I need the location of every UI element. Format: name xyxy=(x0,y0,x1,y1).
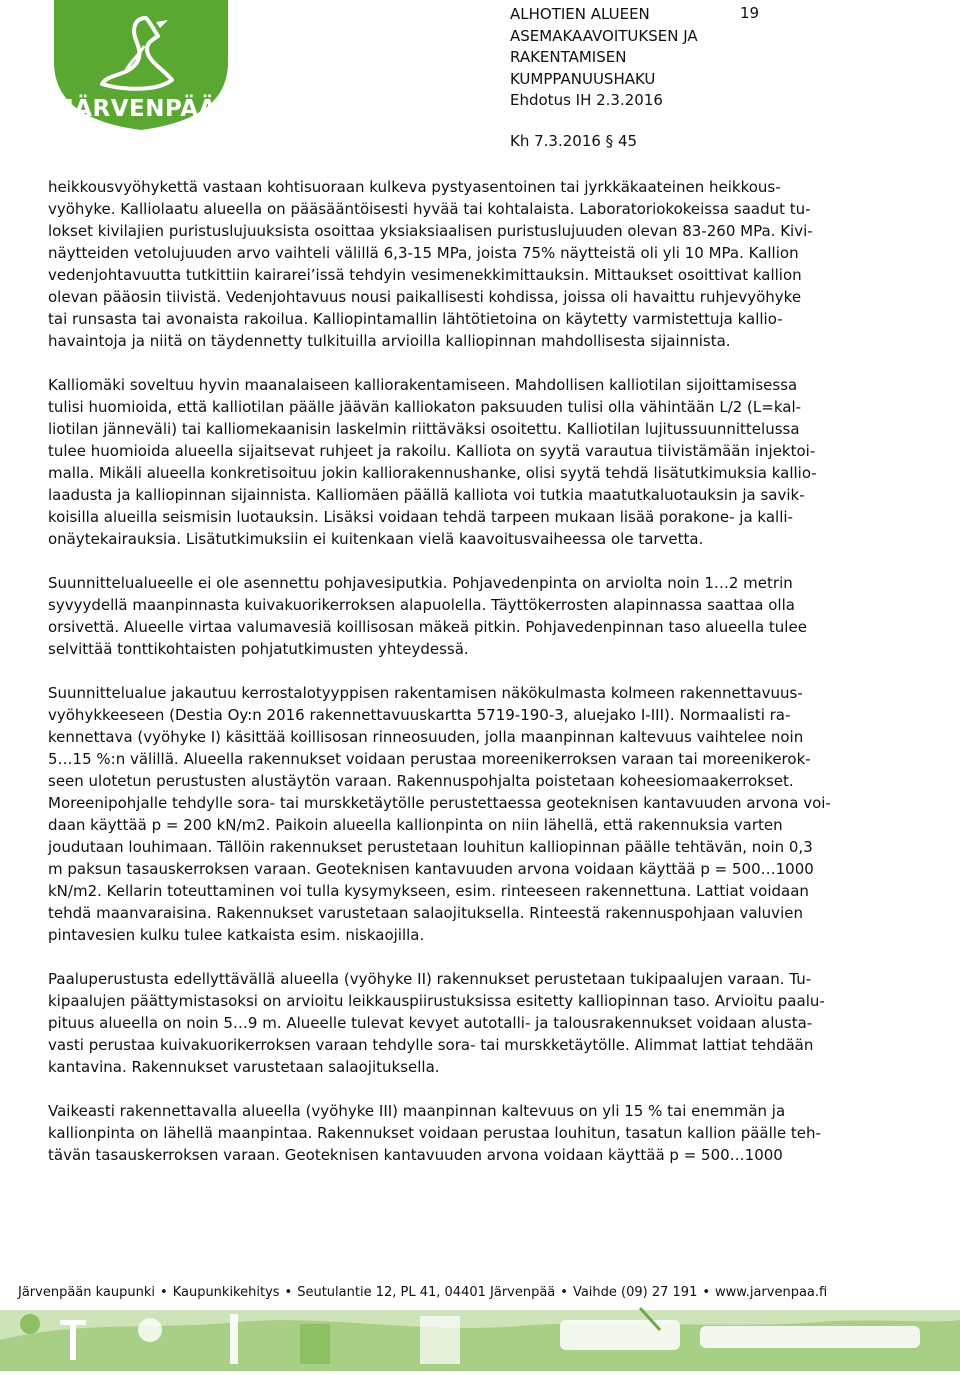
text-line: koisilla alueilla seismisin luotauksin. Lisäksi voidaan tehdä tarpeen mukaan lisää porakone- ja kalli- xyxy=(48,508,793,526)
text-line: 5…15 %:n välillä. Alueella rakennukset voidaan perustaa moreenikerroksen varaan tai moreenikerok- xyxy=(48,750,811,768)
footer-decoration xyxy=(0,1300,960,1371)
header-line: Ehdotus IH 2.3.2016 xyxy=(510,91,663,110)
text-line: kantavina. Rakennukset varustetaan salaojituksella. xyxy=(48,1058,440,1076)
text-line: daan käyttää p = 200 kN/m2. Paikoin alueella kallionpinta on niin lähellä, että rakennuksia varten xyxy=(48,816,783,834)
text-line: tai runsasta tai avonaista rakoilua. Kalliopintamallin lähtötietoina on käytetty varmistettuja kallio- xyxy=(48,310,783,328)
text-line: seen ulotetun perustusten alustäytön varaan. Rakennuspohjalta poistetaan koheesiomaakerrokset. xyxy=(48,772,794,790)
website-link[interactable]: www.jarvenpaa.fi xyxy=(715,1285,828,1300)
paragraph xyxy=(48,572,918,660)
document-header xyxy=(510,4,770,112)
logo-wordmark: JÄRVENPÄÄ xyxy=(65,96,217,122)
footer-item: Kaupunkikehitys xyxy=(172,1285,280,1300)
text-line: kallionpinta on lähellä maanpintaa. Rakennukset voidaan perustaa louhitun, tasatun kallion päälle teh- xyxy=(48,1124,821,1142)
text-line: liotilan jänneväli) tai kalliomekaanisin laskelmin riittäväksi osoitettu. Kalliotilan lujitussuunnittelussa xyxy=(48,420,800,438)
page-number: 19 xyxy=(740,4,760,22)
text-line: Vaikeasti rakennettavalla alueella (vyöhyke III) maanpinnan kaltevuus on yli 15 % tai enemmän ja xyxy=(48,1102,786,1120)
jarvenpaa-logo xyxy=(36,0,246,130)
footer-item: Vaihde (09) 27 191 xyxy=(572,1285,698,1300)
paragraph xyxy=(48,374,918,550)
text-line: kipaalujen päättymistasoksi on arvioitu leikkauspiirustuksissa esitetty kalliopinnan taso. Arvioitu paalu- xyxy=(48,992,825,1010)
text-line: tehdä maanvaraisina. Rakennukset varustetaan salaojituksella. Rinteestä rakennuspohjaan valuvien xyxy=(48,904,803,922)
text-line: Suunnittelualueelle ei ole asennettu pohjavesiputkia. Pohjavedenpinta on arviolta noin 1…2 metrin xyxy=(48,574,793,592)
document-body xyxy=(48,176,918,1188)
footer-separator: • xyxy=(560,1285,568,1300)
footer-contact-line xyxy=(18,1285,827,1300)
text-line: m paksun tasauskerroksen varaan. Geoteknisen kantavuuden arvona voidaan käyttää p = 500…1000 xyxy=(48,860,814,878)
text-line: selvittää tonttikohtaisten pohjatutkimusten yhteydessä. xyxy=(48,640,469,658)
text-line: laadusta ja kalliopinnan sijainnista. Kalliomäen päällä kalliota voi tutkia maatutkaluotauksin ja savik- xyxy=(48,486,805,504)
header-line: KUMPPANUUSHAKU xyxy=(510,69,656,88)
header-line: ASEMAKAAVOITUKSEN JA xyxy=(510,26,698,45)
text-line: orsivettä. Alueelle virtaa valumavesiä koillisosan mäkeä pitkin. Pohjavedenpinnan taso alueella tulee xyxy=(48,618,807,636)
paragraph xyxy=(48,682,918,946)
text-line: Moreenipohjalle tehdylle sora- tai murskketäytölle perustettaessa geoteknisen kantavuuden arvona voi- xyxy=(48,794,831,812)
text-line: pituus alueella on noin 5…9 m. Alueelle tulevat kevyet autotalli- ja talousrakennukset voidaan alusta- xyxy=(48,1014,813,1032)
text-line: onäytekairauksia. Lisätutkimuksiin ei kuitenkaan vielä kaavoitusvaiheessa ole tarvetta. xyxy=(48,530,704,548)
footer-separator: • xyxy=(160,1285,168,1300)
text-line: vedenjohtavuutta tutkittiin kairarei’issä tehdyin vesimenekkimittauksin. Mittaukset osoittivat kallion xyxy=(48,266,802,284)
text-line: pintavesien kulku tulee katkaista esim. niskaojilla. xyxy=(48,926,425,944)
text-line: vyöhykkeeseen (Destia Oy:n 2016 rakennettavuuskartta 5719-190-3, aluejako I-III). Normaalisti ra- xyxy=(48,706,791,724)
text-line: tulisi huomioida, että kalliotilan päälle jäävän kalliokaton paksuuden tulisi olla vähintään L/2 (L=kal- xyxy=(48,398,802,416)
paragraph xyxy=(48,968,918,1078)
footer-separator: • xyxy=(284,1285,293,1300)
paragraph xyxy=(48,176,918,352)
footer-separator: • xyxy=(702,1285,711,1300)
text-line: Kalliomäki soveltuu hyvin maanalaiseen kalliorakentamiseen. Mahdollisen kalliotilan sijoittamisessa xyxy=(48,376,798,394)
text-line: Suunnittelualue jakautuu kerrostalotyyppisen rakentamisen näkökulmasta kolmeen rakennettavuus- xyxy=(48,684,803,702)
text-line: kN/m2. Kellarin toteuttaminen voi tulla kysymykseen, esim. rinteeseen rakennettuna. Lattiat voidaan xyxy=(48,882,809,900)
text-line: havaintoja ja niitä on täydennetty tulkituilla arvioilla kalliopinnan mahdollisesta sijainnista. xyxy=(48,332,731,350)
text-line: malla. Mikäli alueella konkretisoituu jokin kalliorakennushanke, olisi syytä tehdä lisätutkimuksia kallio- xyxy=(48,464,817,482)
text-line: heikkousvyöhykettä vastaan kohtisuoraan kulkeva pystyasentoinen tai jyrkkäkaateinen heikkous- xyxy=(48,178,781,196)
text-line: vasti perustaa kuivakuorikerroksen varaan tehdylle sora- tai murskketäytölle. Alimmat lattiat tehdään xyxy=(48,1036,814,1054)
paragraph xyxy=(48,1100,918,1166)
header-line: ALHOTIEN ALUEEN xyxy=(510,5,650,23)
text-line: vyöhyke. Kalliolaatu alueella on pääsääntöisesti hyvää tai kohtalaista. Laboratoriokokeissa saadut tu- xyxy=(48,200,811,218)
meeting-reference: Kh 7.3.2016 § 45 xyxy=(510,132,638,150)
text-line: kennettava (vyöhyke I) käsittää koillisosan rinneosuuden, jolla maanpinnan kaltevuus vaihtelee noin xyxy=(48,728,804,746)
text-line: tävän tasauskerroksen varaan. Geoteknisen kantavuuden arvona voidaan käyttää p = 500…1000 xyxy=(48,1146,783,1164)
text-line: Paaluperustusta edellyttävällä alueella (vyöhyke II) rakennukset perustetaan tukipaalujen varaan. Tu- xyxy=(48,970,812,988)
text-line: olevan pääosin tiivistä. Vedenjohtavuus nousi paikallisesti kohdissa, joissa oli havaittu ruhjevyöhyke xyxy=(48,288,802,306)
header-line: RAKENTAMISEN xyxy=(510,48,627,67)
text-line: tulee huomioida alueella sijaitsevat ruhjeet ja rakoilu. Kalliota on syytä varautua tiivistämään injektoi- xyxy=(48,442,816,460)
footer-item: Järvenpään kaupunki xyxy=(18,1285,156,1300)
text-line: näytteiden vetolujuuden arvo vaihteli välillä 6,3-15 MPa, joista 75% näytteistä oli yli 10 MPa. Kallion xyxy=(48,244,799,262)
footer-item: Seutulantie 12, PL 41, 04401 Järvenpää xyxy=(297,1285,556,1300)
footer-illustration xyxy=(0,1300,960,1371)
text-line: lokset kivilajien puristuslujuuksista osoittaa yksiaksiaalisen puristuslujuuden olevan 83-260 MPa. Kivi- xyxy=(48,222,813,240)
text-line: joudutaan louhimaan. Tällöin rakennukset perustetaan louhitun kalliopinnan päälle tehtävän, noin 0,3 xyxy=(48,838,813,856)
text-line: syvyydellä maanpinnasta kuivakuorikerroksen alapuolella. Täyttökerrosten alapinnassa saattaa olla xyxy=(48,596,795,614)
